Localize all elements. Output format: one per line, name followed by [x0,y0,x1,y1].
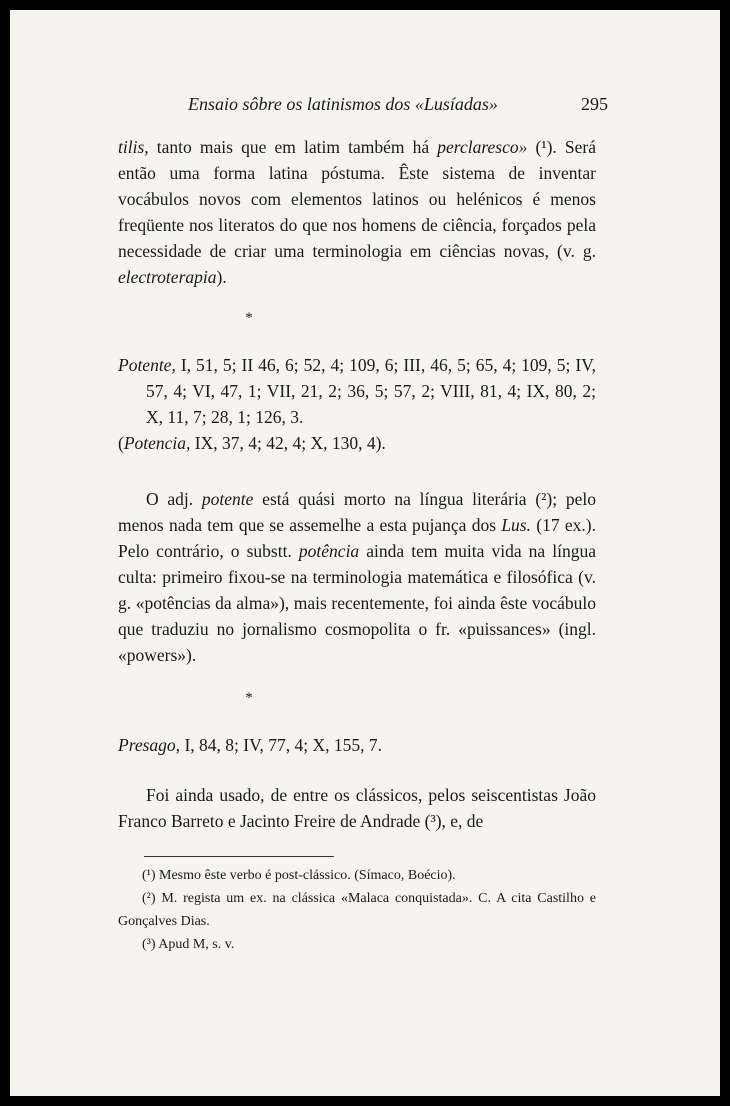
book-page [10,10,720,1096]
footnote-3: (³) Apud M, s. v. [142,937,235,952]
para1-text-3: ). [216,267,227,287]
word-lus: Lus. [501,515,531,535]
para2-text-1: O adj. [146,489,202,509]
word-potente: potente [201,489,254,509]
para1-text-2: (¹). Será então uma forma latina póstuma. Êste sistema de inventar vocábulos novos com elementos latinos ou helénicos é menos freqüente nos literatos do que nos homens de ciência, forçados pela necessidade de criar uma terminologia em ciências novas, (v. g. [118,137,597,261]
para2-text-4: ainda tem muita vida na língua culta: primeiro fixou-se na terminologia matemática e filosófica (v. g. «potências da alma»), mais recentemente, foi ainda êste vocábulo que traduziu no jornalismo cosmopolita o fr. «puissances» (ingl. «powers»). [118,541,596,665]
word-potencia: potência [298,541,360,561]
entry-head-presago: Presago, [118,735,181,755]
para3-text: Foi ainda usado, de entre os clássicos, pelos seiscentistas João Franco Barreto e Jacinto Freire de Andrade (³), e, de [118,785,596,831]
para1-text-1: tanto mais que em latim também há [148,137,438,157]
page-number: 295 [581,94,608,114]
paragraph-presago [118,782,596,834]
running-header [188,94,608,115]
footnote-2: (²) M. regista um ex. na clássica «Malaca conquistada». C. A cita Castilho e Gonçalves Dias. [118,891,596,929]
section-separator: * [245,310,253,326]
variant-open-paren: ( [118,433,124,453]
word-electroterapia: electroterapia [118,267,217,287]
running-title: Ensaio sôbre os latinismos dos «Lusíadas» [188,94,498,114]
entry-head-potencia: Potencia, [123,433,191,453]
paragraph-potente [118,486,596,668]
entry-refs-presago: I, 84, 8; IV, 77, 4; X, 155, 7. [180,735,382,755]
section-separator-2: * [245,690,253,706]
entry-refs-potencia: IX, 37, 4; 42, 4; X, 130, 4). [190,433,386,453]
entry-potente [118,352,596,456]
entry-refs-potente: I, 51, 5; II 46, 6; 52, 4; 109, 6; III, 46, 5; 65, 4; 109, 5; IV, 57, 4; VI, 47, 1; VII, 21, 2; 36, 5; 57, 2; VIII, 81, 4; IX, 80, 2; X, 11, 7; 28, 1; 126, 3. [146,355,596,427]
footnotes [118,864,596,956]
word-perclaresco: perclaresco» [437,137,528,157]
word-tilis: tilis, [118,137,149,157]
para2-text-2: está quási morto na língua literária (²); pelo menos nada tem que se assemelhe a esta pujança dos [118,489,596,535]
entry-presago [118,732,596,758]
paragraph-tilis [118,134,596,290]
entry-head-potente: Potente, [118,355,176,375]
para2-text-3: (17 ex.). Pelo contrário, o substt. [118,515,596,561]
footnote-1: (¹) Mesmo êste verbo é post-clássico. (Símaco, Boécio). [142,868,456,883]
footnote-rule [144,856,334,857]
